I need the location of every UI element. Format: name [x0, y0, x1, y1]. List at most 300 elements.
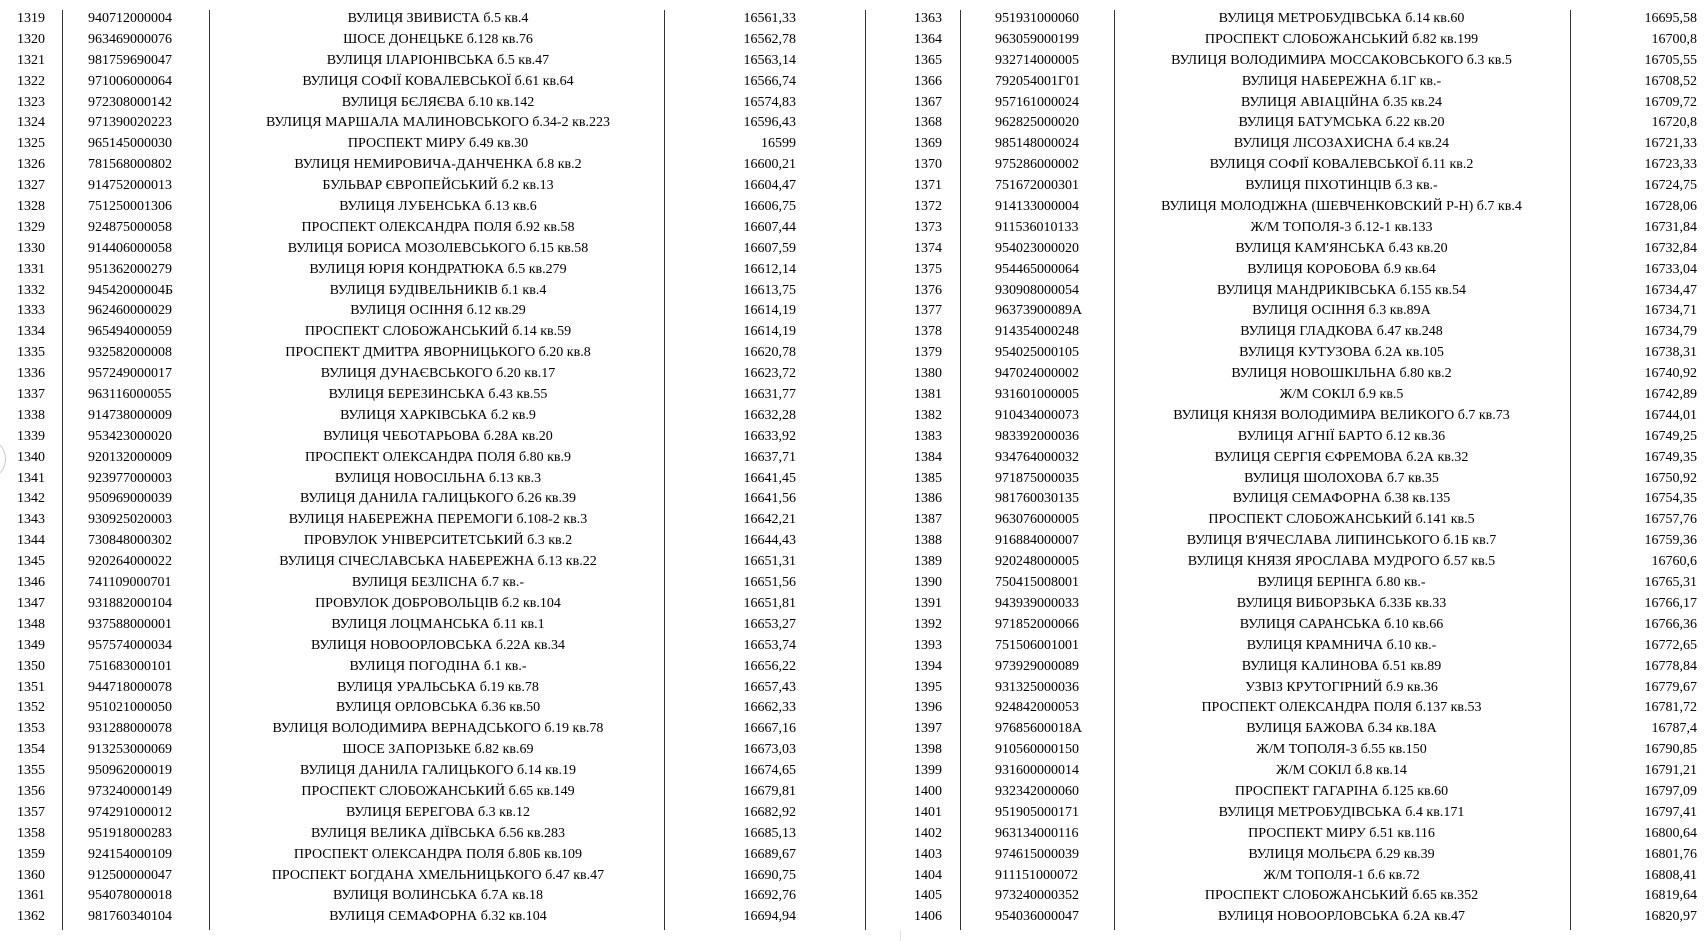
address: ВУЛИЦЯ НАБЕРЕЖНА ПЕРЕМОГИ б.108-2 кв.3 — [288, 512, 588, 528]
address: ВУЛИЦЯ БОРИСА МОЗОЛЕВСЬКОГО б.15 кв.58 — [287, 240, 589, 256]
table-row — [0, 51, 860, 72]
address: ВУЛИЦЯ ЛОЦМАНСЬКА б.11 кв.1 — [331, 616, 545, 632]
amount: 16562,78 — [743, 31, 796, 47]
account-code: 930908000054 — [995, 282, 1079, 298]
amount: 16790,85 — [1644, 742, 1697, 758]
table-row — [898, 30, 1707, 51]
row-number: 1370 — [914, 157, 942, 173]
account-code: 953423000020 — [88, 428, 172, 444]
amount: 16607,59 — [743, 240, 796, 256]
address: ВУЛИЦЯ ЮРІЯ КОНДРАТЮКА б.5 кв.279 — [309, 261, 567, 277]
address: ВУЛИЦЯ ВОЛОДИМИРА МОССАКОВСЬКОГО б.3 кв.5 — [1171, 52, 1512, 68]
amount: 16641,56 — [743, 491, 796, 507]
row-number: 1338 — [17, 407, 45, 423]
amount: 16694,94 — [743, 909, 796, 925]
row-number: 1374 — [914, 240, 942, 256]
address: ВУЛИЦЯ ЛІСОЗАХИСНА б.4 кв.24 — [1233, 136, 1450, 152]
amount: 16682,92 — [743, 804, 796, 820]
table-row — [898, 886, 1707, 907]
table-row — [0, 782, 860, 803]
row-number: 1380 — [914, 366, 942, 382]
account-code: 965145000030 — [88, 136, 172, 152]
amount: 16709,72 — [1644, 94, 1697, 110]
account-code: 923977000003 — [88, 470, 172, 486]
account-code: 924842000053 — [995, 700, 1079, 716]
amount: 16766,36 — [1644, 616, 1697, 632]
account-code: 931325000036 — [995, 679, 1079, 695]
address: ВУЛИЦЯ ЗВИВИСТА б.5 кв.4 — [347, 11, 529, 26]
account-code: 937588000001 — [88, 616, 172, 632]
account-code: 944718000078 — [88, 679, 172, 695]
address: ВУЛИЦЯ СОФІЇ КОВАЛЕВСЬКОЇ б.11 кв.2 — [1209, 157, 1474, 173]
account-code: 971390020223 — [88, 115, 172, 131]
table-row — [0, 364, 860, 385]
table-row — [898, 552, 1707, 573]
address: ПРОСПЕКТ ОЛЕКСАНДРА ПОЛЯ б.92 кв.58 — [301, 219, 575, 235]
amount: 16791,21 — [1644, 763, 1697, 779]
row-number: 1325 — [17, 136, 45, 152]
account-code: 932342000060 — [995, 783, 1079, 799]
account-code: 947024000002 — [995, 366, 1079, 382]
account-code: 913253000069 — [88, 742, 172, 758]
row-number: 1364 — [914, 31, 942, 47]
account-code: 914738000009 — [88, 407, 172, 423]
amount: 16653,74 — [743, 637, 796, 653]
amount: 16801,76 — [1644, 846, 1697, 862]
account-code: 94542000004Б — [88, 282, 174, 298]
amount: 16708,52 — [1644, 73, 1697, 89]
table-row — [0, 845, 860, 866]
table-row — [898, 698, 1707, 719]
address: ВУЛИЦЯ НОВОСІЛЬНА б.13 кв.3 — [334, 470, 542, 486]
table-row — [0, 489, 860, 510]
row-number: 1327 — [17, 178, 45, 194]
row-number: 1319 — [17, 11, 45, 26]
address: УЗВІЗ КРУТОГІРНИЙ б.9 кв.36 — [1245, 679, 1438, 695]
row-number: 1346 — [17, 575, 45, 591]
amount: 16606,75 — [743, 199, 796, 215]
table-row — [898, 594, 1707, 615]
amount: 16632,28 — [743, 407, 796, 423]
amount: 16772,65 — [1644, 637, 1697, 653]
table-row — [0, 678, 860, 699]
row-number: 1393 — [914, 637, 942, 653]
table-row — [898, 322, 1707, 343]
account-code: 943939000033 — [995, 595, 1079, 611]
table-row — [0, 239, 860, 260]
account-code: 914406000058 — [88, 240, 172, 256]
address: ПРОСПЕКТ СЛОБОЖАНСЬКИЙ б.65 кв.149 — [301, 783, 575, 799]
table-row — [898, 364, 1707, 385]
account-code: 981760340104 — [88, 909, 172, 925]
table-row — [0, 155, 860, 176]
address: Ж/М СОКІЛ б.8 кв.14 — [1276, 763, 1407, 779]
table-row — [898, 218, 1707, 239]
table-row — [898, 385, 1707, 406]
address: ВУЛИЦЯ ХАРКІВСЬКА б.2 кв.9 — [340, 407, 536, 423]
table-row — [0, 93, 860, 114]
address: ВУЛИЦЯ УРАЛЬСЬКА б.19 кв.78 — [337, 679, 539, 695]
address: ВУЛИЦЯ ОСІННЯ б.12 кв.29 — [350, 303, 526, 319]
table-row — [898, 72, 1707, 93]
address: ВУЛИЦЯ ПІХОТИНЦІВ б.3 кв.- — [1245, 178, 1438, 194]
address: ВУЛИЦЯ БЄЛЯЄВА б.10 кв.142 — [341, 94, 535, 110]
account-code: 924875000058 — [88, 219, 172, 235]
account-code: 971006000064 — [88, 73, 172, 89]
table-row — [898, 448, 1707, 469]
account-code: 983392000036 — [995, 428, 1079, 444]
address: ВУЛИЦЯ СЕРГІЯ ЄФРЕМОВА б.2А кв.32 — [1214, 449, 1469, 465]
amount: 16653,27 — [743, 616, 796, 632]
table-row — [0, 824, 860, 845]
address: ВУЛИЦЯ БЕРЕГОВА б.3 кв.12 — [346, 804, 530, 820]
address: ВУЛИЦЯ КУТУЗОВА б.2А кв.105 — [1239, 345, 1444, 361]
amount: 16779,67 — [1644, 679, 1697, 695]
table-row — [0, 30, 860, 51]
table-row — [0, 176, 860, 197]
account-code: 973240000352 — [995, 888, 1079, 904]
row-number: 1378 — [914, 324, 942, 340]
account-code: 912500000047 — [88, 867, 172, 883]
table-row — [898, 845, 1707, 866]
account-code: 965494000059 — [88, 324, 172, 340]
table-row — [898, 782, 1707, 803]
amount: 16620,78 — [743, 345, 796, 361]
amount: 16800,64 — [1644, 825, 1697, 841]
amount: 16700,8 — [1651, 31, 1697, 47]
row-number: 1330 — [17, 240, 45, 256]
address: ВУЛИЦЯ В'ЯЧЕСЛАВА ЛИПИНСЬКОГО б.1Б кв.7 — [1186, 533, 1497, 549]
account-code: 950962000019 — [88, 763, 172, 779]
table-row — [898, 197, 1707, 218]
row-number: 1376 — [914, 282, 942, 298]
address: ПРОСПЕКТ МИРУ б.49 кв.30 — [347, 136, 529, 152]
amount: 16651,31 — [743, 554, 796, 570]
account-code: 962825000020 — [995, 115, 1079, 131]
row-number: 1349 — [17, 637, 45, 653]
account-code: 750415008001 — [995, 575, 1079, 591]
account-code: 940712000004 — [88, 11, 172, 26]
table-row — [0, 343, 860, 364]
row-number: 1341 — [17, 470, 45, 486]
amount: 16690,75 — [743, 867, 796, 883]
row-number: 1377 — [914, 303, 942, 319]
table-row — [0, 657, 860, 678]
amount: 16808,41 — [1644, 867, 1697, 883]
amount: 16614,19 — [743, 303, 796, 319]
row-number: 1405 — [914, 888, 942, 904]
amount: 16820,97 — [1644, 909, 1697, 925]
amount: 16614,19 — [743, 324, 796, 340]
account-code: 974291000012 — [88, 804, 172, 820]
row-number: 1394 — [914, 658, 942, 674]
row-number: 1335 — [17, 345, 45, 361]
account-code: 951021000050 — [88, 700, 172, 716]
table-row — [0, 510, 860, 531]
table-row — [898, 740, 1707, 761]
address: Ж/М ТОПОЛЯ-3 б.55 кв.150 — [1256, 742, 1427, 758]
amount: 16599 — [761, 136, 796, 152]
table-row — [0, 134, 860, 155]
address: ВУЛИЦЯ ВОЛИНСЬКА б.7А кв.18 — [332, 888, 544, 904]
account-code: 730848000302 — [88, 533, 172, 549]
amount: 16721,33 — [1644, 136, 1697, 152]
table-row — [0, 218, 860, 239]
table-row — [898, 824, 1707, 845]
amount: 16732,84 — [1644, 240, 1697, 256]
amount: 16738,31 — [1644, 345, 1697, 361]
row-number: 1404 — [914, 867, 942, 883]
row-number: 1400 — [914, 783, 942, 799]
amount: 16600,21 — [743, 157, 796, 173]
right-table — [898, 9, 1707, 928]
address: ВУЛИЦЯ ОРЛОВСЬКА б.36 кв.50 — [335, 700, 541, 716]
amount: 16720,8 — [1651, 115, 1697, 131]
table-row — [898, 281, 1707, 302]
row-number: 1336 — [17, 366, 45, 382]
address: ВУЛИЦЯ ВИБОРЗЬКА б.33Б кв.33 — [1236, 595, 1447, 611]
table-row — [0, 698, 860, 719]
account-code: 920264000022 — [88, 554, 172, 570]
table-row — [898, 615, 1707, 636]
amount: 16797,41 — [1644, 804, 1697, 820]
amount: 16642,21 — [743, 512, 796, 528]
address: ВУЛИЦЯ БАЖОВА б.34 кв.18А — [1246, 721, 1437, 737]
address: ВУЛИЦЯ ЧЕБОТАРЬОВА б.28А кв.20 — [323, 428, 553, 444]
row-number: 1355 — [17, 763, 45, 779]
amount: 16623,72 — [743, 366, 796, 382]
account-code: 932582000008 — [88, 345, 172, 361]
account-code: 914133000004 — [995, 199, 1079, 215]
table-row — [898, 761, 1707, 782]
address: ВУЛИЦЯ БЕЗЛІСНА б.7 кв.- — [351, 575, 525, 591]
account-code: 751672000301 — [995, 178, 1079, 194]
account-code: 971852000066 — [995, 616, 1079, 632]
table-row — [898, 176, 1707, 197]
table-row — [0, 615, 860, 636]
table-row — [0, 531, 860, 552]
account-code: 963059000199 — [995, 31, 1079, 47]
amount: 16667,16 — [743, 721, 796, 737]
amount: 16656,22 — [743, 658, 796, 674]
address: Ж/М ТОПОЛЯ-1 б.6 кв.72 — [1263, 867, 1420, 883]
address: ПРОСПЕКТ ОЛЕКСАНДРА ПОЛЯ б.80Б кв.109 — [293, 846, 583, 862]
address: ШОСЕ ЗАПОРІЗЬКЕ б.82 кв.69 — [342, 742, 534, 758]
address: ВУЛИЦЯ ЛУБЕНСЬКА б.13 кв.6 — [339, 199, 537, 215]
address: ПРОСПЕКТ ОЛЕКСАНДРА ПОЛЯ б.80 кв.9 — [304, 449, 572, 465]
row-number: 1345 — [17, 554, 45, 570]
amount: 16604,47 — [743, 178, 796, 194]
account-code: 781568000802 — [88, 157, 172, 173]
address: ВУЛИЦЯ КОРОБОВА б.9 кв.64 — [1247, 261, 1436, 277]
amount: 16731,84 — [1644, 219, 1697, 235]
amount: 16679,81 — [743, 783, 796, 799]
address: ВУЛИЦЯ НАБЕРЕЖНА б.1Г кв.- — [1241, 73, 1442, 89]
amount: 16819,64 — [1644, 888, 1697, 904]
table-row — [0, 260, 860, 281]
row-number: 1356 — [17, 783, 45, 799]
table-row — [898, 427, 1707, 448]
table-row — [0, 197, 860, 218]
row-number: 1334 — [17, 324, 45, 340]
amount: 16641,45 — [743, 470, 796, 486]
table-row — [898, 469, 1707, 490]
row-number: 1368 — [914, 115, 942, 131]
row-number: 1373 — [914, 219, 942, 235]
table-row — [898, 239, 1707, 260]
address: ПРОСПЕКТ МИРУ б.51 кв.116 — [1248, 825, 1435, 841]
address: ВУЛИЦЯ НОВООРЛОВСЬКА б.2А кв.47 — [1217, 909, 1466, 925]
account-code: 963134000116 — [995, 825, 1079, 841]
table-row — [0, 322, 860, 343]
row-number: 1339 — [17, 428, 45, 444]
row-number: 1406 — [914, 909, 942, 925]
account-code: 751683000101 — [88, 658, 172, 674]
account-code: 751506001001 — [995, 637, 1079, 653]
account-code: 931288000078 — [88, 721, 172, 737]
address: ПРОСПЕКТ ОЛЕКСАНДРА ПОЛЯ б.137 кв.53 — [1201, 700, 1482, 716]
amount: 16689,67 — [743, 846, 796, 862]
row-number: 1359 — [17, 846, 45, 862]
address: ВУЛИЦЯ ВЕЛИКА ДІЇВСЬКА б.56 кв.283 — [311, 825, 565, 841]
amount: 16787,4 — [1651, 721, 1697, 737]
account-code: 954023000020 — [995, 240, 1079, 256]
address: ВУЛИЦЯ СОФІЇ КОВАЛЕВСЬКОЇ б.61 кв.64 — [302, 73, 574, 89]
address: ВУЛИЦЯ АВІАЦІЙНА б.35 кв.24 — [1241, 94, 1442, 110]
account-code: 751250001306 — [88, 199, 172, 215]
table-row — [898, 573, 1707, 594]
account-code: 972308000142 — [88, 94, 172, 110]
address: ШОСЕ ДОНЕЦЬКЕ б.128 кв.76 — [343, 31, 533, 47]
table-row — [0, 113, 860, 134]
table-row — [0, 469, 860, 490]
row-number: 1328 — [17, 199, 45, 215]
row-number: 1396 — [914, 700, 942, 716]
row-number: 1366 — [914, 73, 942, 89]
address: ВУЛИЦЯ ДАНИЛА ГАЛИЦЬКОГО б.26 кв.39 — [299, 491, 576, 507]
account-code: 920132000009 — [88, 449, 172, 465]
account-code: 931882000104 — [88, 595, 172, 611]
address: ПРОСПЕКТ СЛОБОЖАНСЬКИЙ б.65 кв.352 — [1204, 888, 1479, 904]
row-number: 1390 — [914, 575, 942, 591]
row-number: 1344 — [17, 533, 45, 549]
address: ВУЛИЦЯ ДАНИЛА ГАЛИЦЬКОГО б.14 кв.19 — [299, 763, 576, 779]
table-row — [898, 155, 1707, 176]
amount: 16637,71 — [743, 449, 796, 465]
row-number: 1389 — [914, 554, 942, 570]
amount: 16778,84 — [1644, 658, 1697, 674]
account-code: 924154000109 — [88, 846, 172, 862]
account-code: 951931000060 — [995, 11, 1079, 26]
address: ВУЛИЦЯ ОСІННЯ б.3 кв.89А — [1252, 303, 1431, 319]
amount: 16728,06 — [1644, 199, 1697, 215]
row-number: 1384 — [914, 449, 942, 465]
address: ВУЛИЦЯ НОВООРЛОВСЬКА б.22А кв.34 — [310, 637, 566, 653]
amount: 16734,47 — [1644, 282, 1697, 298]
amount: 16734,71 — [1644, 303, 1697, 319]
amount: 16749,35 — [1644, 449, 1697, 465]
address: ВУЛИЦЯ БУДІВЕЛЬНИКІВ б.1 кв.4 — [329, 282, 547, 298]
table-row — [0, 385, 860, 406]
amount: 16561,33 — [743, 11, 796, 26]
address: ВУЛИЦЯ ШОЛОХОВА б.7 кв.35 — [1244, 470, 1439, 486]
amount: 16673,03 — [743, 742, 796, 758]
amount: 16631,77 — [743, 387, 796, 403]
address: ВУЛИЦЯ СЕМАФОРНА б.32 кв.104 — [329, 909, 547, 925]
amount: 16750,92 — [1644, 470, 1697, 486]
row-number: 1323 — [17, 94, 45, 110]
row-number: 1397 — [914, 721, 942, 737]
column-divider — [865, 10, 866, 930]
amount: 16633,92 — [743, 428, 796, 444]
amount: 16766,17 — [1644, 595, 1697, 611]
address: ПРОВУЛОК ДОБРОВОЛЬЦІВ б.2 кв.104 — [315, 595, 561, 611]
row-number: 1381 — [914, 387, 942, 403]
account-code: 963076000005 — [995, 512, 1079, 528]
table-row — [898, 301, 1707, 322]
amount: 16596,43 — [743, 115, 796, 131]
row-number: 1363 — [914, 11, 942, 26]
row-number: 1395 — [914, 679, 942, 695]
account-code: 930925020003 — [88, 512, 172, 528]
table-row — [0, 448, 860, 469]
account-code: 971875000035 — [995, 470, 1079, 486]
row-number: 1362 — [17, 909, 45, 925]
table-row — [898, 406, 1707, 427]
amount: 16612,14 — [743, 261, 796, 277]
account-code: 973929000089 — [995, 658, 1079, 674]
table-row — [0, 761, 860, 782]
address: ВУЛИЦЯ МОЛОДІЖНА (ШЕВЧЕНКОВСКИЙ Р-Н) б.7 кв.4 — [1161, 199, 1522, 215]
account-code: 932714000005 — [995, 52, 1079, 68]
amount: 16757,76 — [1644, 512, 1697, 528]
account-code: 954465000064 — [995, 261, 1079, 277]
table-row — [0, 301, 860, 322]
row-number: 1392 — [914, 616, 942, 632]
row-number: 1342 — [17, 491, 45, 507]
table-row — [0, 552, 860, 573]
table-row — [898, 907, 1707, 928]
address: ПРОСПЕКТ ДМИТРА ЯВОРНИЦЬКОГО б.20 кв.8 — [285, 345, 591, 361]
address: ПРОСПЕКТ СЛОБОЖАНСЬКИЙ б.14 кв.59 — [304, 324, 572, 340]
table-row — [898, 489, 1707, 510]
account-code: 920248000005 — [995, 554, 1079, 570]
amount: 16674,65 — [743, 763, 796, 779]
row-number: 1398 — [914, 742, 942, 758]
table-row — [898, 51, 1707, 72]
amount: 16759,36 — [1644, 533, 1697, 549]
address: ВУЛИЦЯ МЕТРОБУДІВСЬКА б.14 кв.60 — [1218, 11, 1465, 26]
row-number: 1337 — [17, 387, 45, 403]
table-row — [0, 573, 860, 594]
account-code: 974615000039 — [995, 846, 1079, 862]
row-number: 1382 — [914, 407, 942, 423]
address: ВУЛИЦЯ СІЧЕСЛАВСЬКА НАБЕРЕЖНА б.13 кв.22 — [279, 554, 597, 570]
table-row — [0, 803, 860, 824]
row-number: 1375 — [914, 261, 942, 277]
table-row — [0, 427, 860, 448]
amount: 16781,72 — [1644, 700, 1697, 716]
account-code: 981760030135 — [995, 491, 1079, 507]
row-number: 1402 — [914, 825, 942, 841]
row-number: 1348 — [17, 616, 45, 632]
row-number: 1386 — [914, 491, 942, 507]
table-row — [898, 260, 1707, 281]
amount: 16742,89 — [1644, 387, 1697, 403]
row-number: 1340 — [17, 449, 45, 465]
left-table — [0, 9, 860, 928]
account-code: 975286000002 — [995, 157, 1079, 173]
